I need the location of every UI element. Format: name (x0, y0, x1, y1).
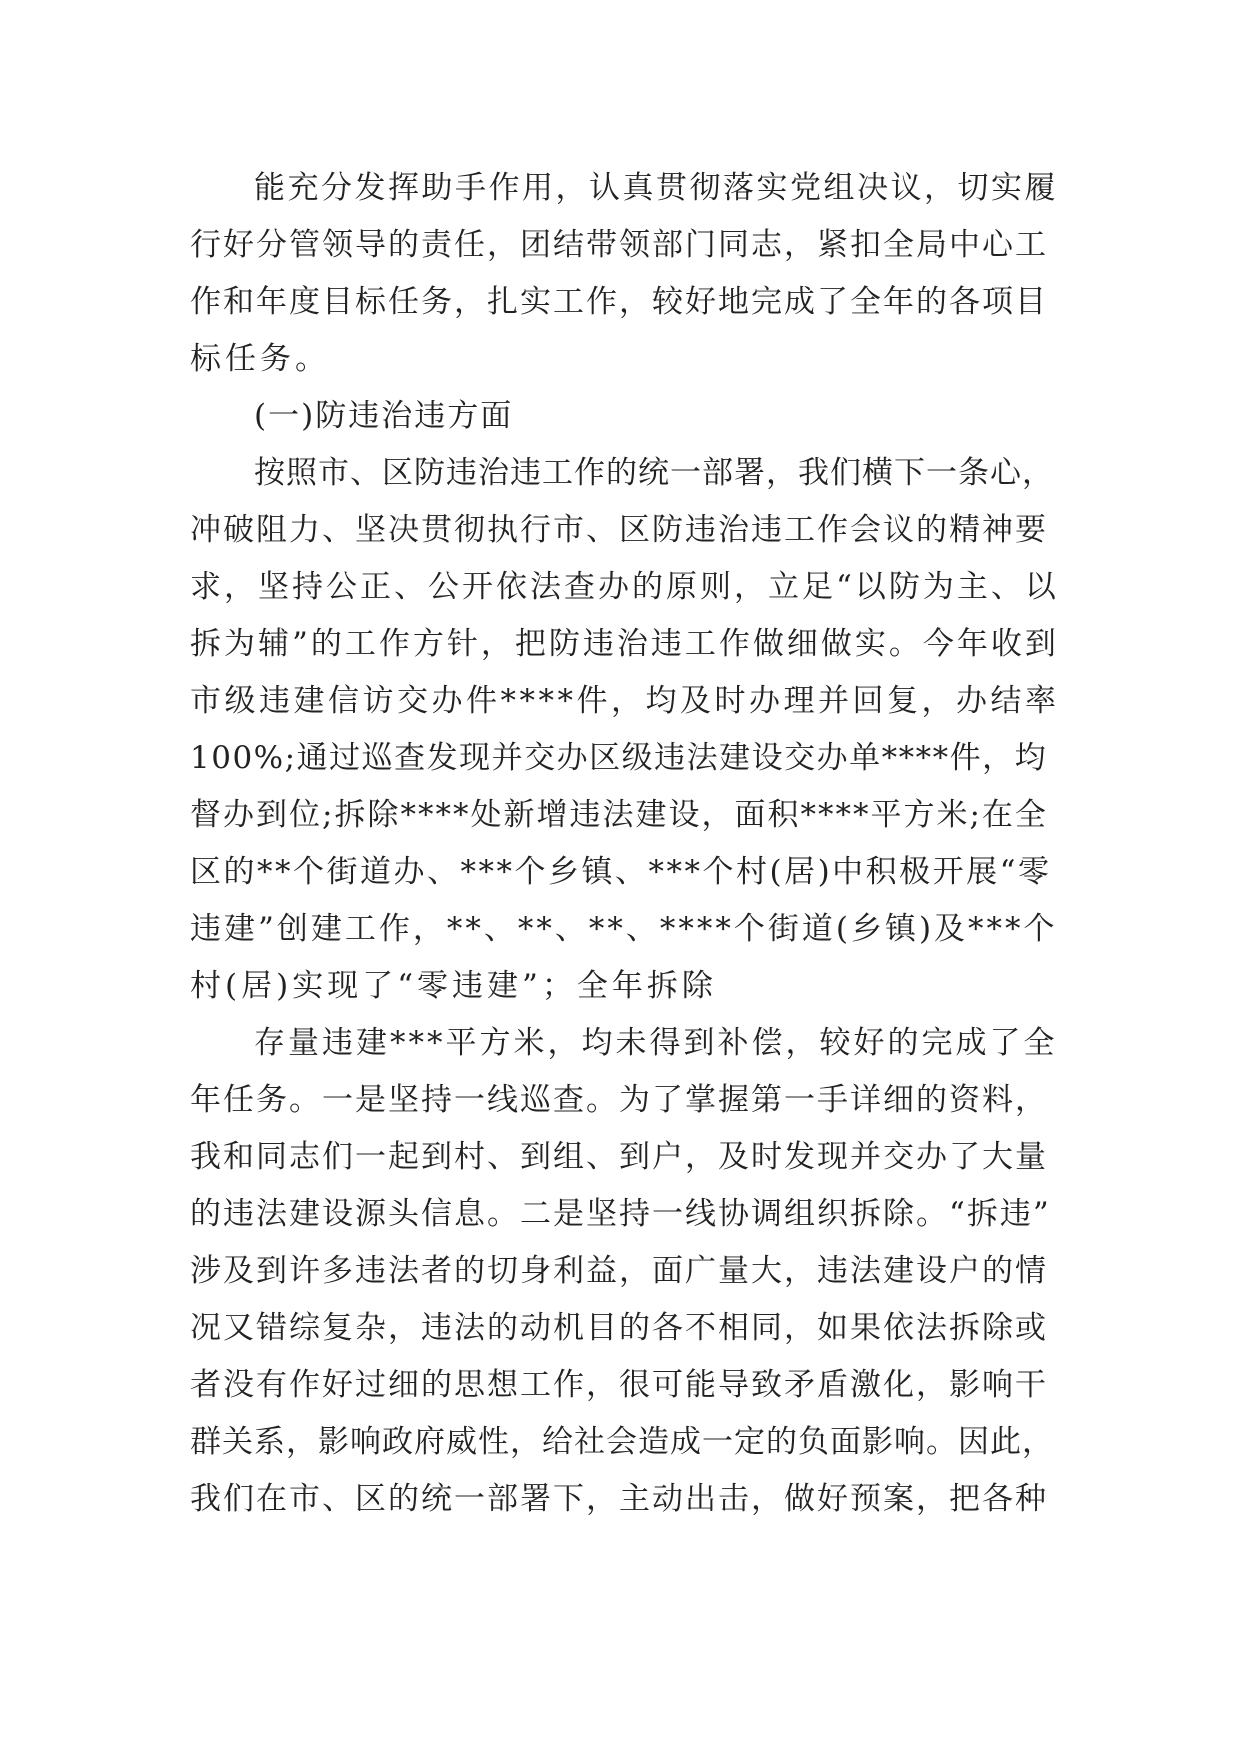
paragraph-line: 我和同志们一起到村、到组、到户，及时发现并交办了大量 (190, 1139, 1048, 1175)
paragraph-line: 况又错综复杂，违法的动机目的各不相同，如果依法拆除或 (190, 1310, 1048, 1346)
paragraph-line: 群关系，影响政府威性，给社会造成一定的负面影响。因此， (190, 1424, 1054, 1460)
paragraph-line: 作和年度目标任务，扎实工作，较好地完成了全年的各项目 (190, 284, 1048, 320)
paragraph-line: 我们在市、区的统一部署下，主动出击，做好预案，把各种 (190, 1481, 1048, 1517)
paragraph-line: 按照市、区防违治违工作的统一部署，我们横下一条心， (254, 455, 1054, 491)
paragraph-line: 市级违建信访交办件****件，均及时办理并回复，办结率 (190, 683, 1060, 719)
paragraph-line: 100%;通过巡查发现并交办区级违法建设交办单****件，均 (190, 740, 1048, 776)
section-heading: (一)防违治违方面 (254, 398, 514, 434)
paragraph-line: 村(居)实现了“零违建”；全年拆除 (190, 968, 717, 1004)
paragraph-line: 区的**个街道办、***个乡镇、***个村(居)中积极开展“零 (190, 854, 1052, 890)
paragraph-line: 求，坚持公正、公开依法查办的原则，立足“以防为主、以 (190, 569, 1059, 605)
paragraph-line: 者没有作好过细的思想工作，很可能导致矛盾激化，影响干 (190, 1367, 1048, 1403)
paragraph-line: 督办到位;拆除****处新增违法建设，面积****平方米;在全 (190, 797, 1048, 833)
paragraph-line: 行好分管领导的责任，团结带领部门同志，紧扣全局中心工 (190, 227, 1048, 263)
paragraph-line: 违建”创建工作，**、**、**、****个街道(乡镇)及***个 (190, 911, 1058, 947)
paragraph-line: 拆为辅”的工作方针，把防违治违工作做细做实。今年收到 (190, 626, 1059, 662)
paragraph-line: 涉及到许多违法者的切身利益，面广量大，违法建设户的情 (190, 1253, 1048, 1289)
paragraph-line: 的违法建设源头信息。二是坚持一线协调组织拆除。“拆违” (190, 1196, 1051, 1232)
paragraph-line: 能充分发挥助手作用，认真贯彻落实党组决议，切实履 (254, 170, 1058, 206)
paragraph-line: 年任务。一是坚持一线巡查。为了掌握第一手详细的资料， (190, 1082, 1048, 1118)
paragraph-line: 冲破阻力、坚决贯彻执行市、区防违治违工作会议的精神要 (190, 512, 1048, 548)
paragraph-line: 存量违建***平方米，均未得到补偿，较好的完成了全 (254, 1025, 1058, 1061)
paragraph-line: 标任务。 (190, 341, 330, 377)
